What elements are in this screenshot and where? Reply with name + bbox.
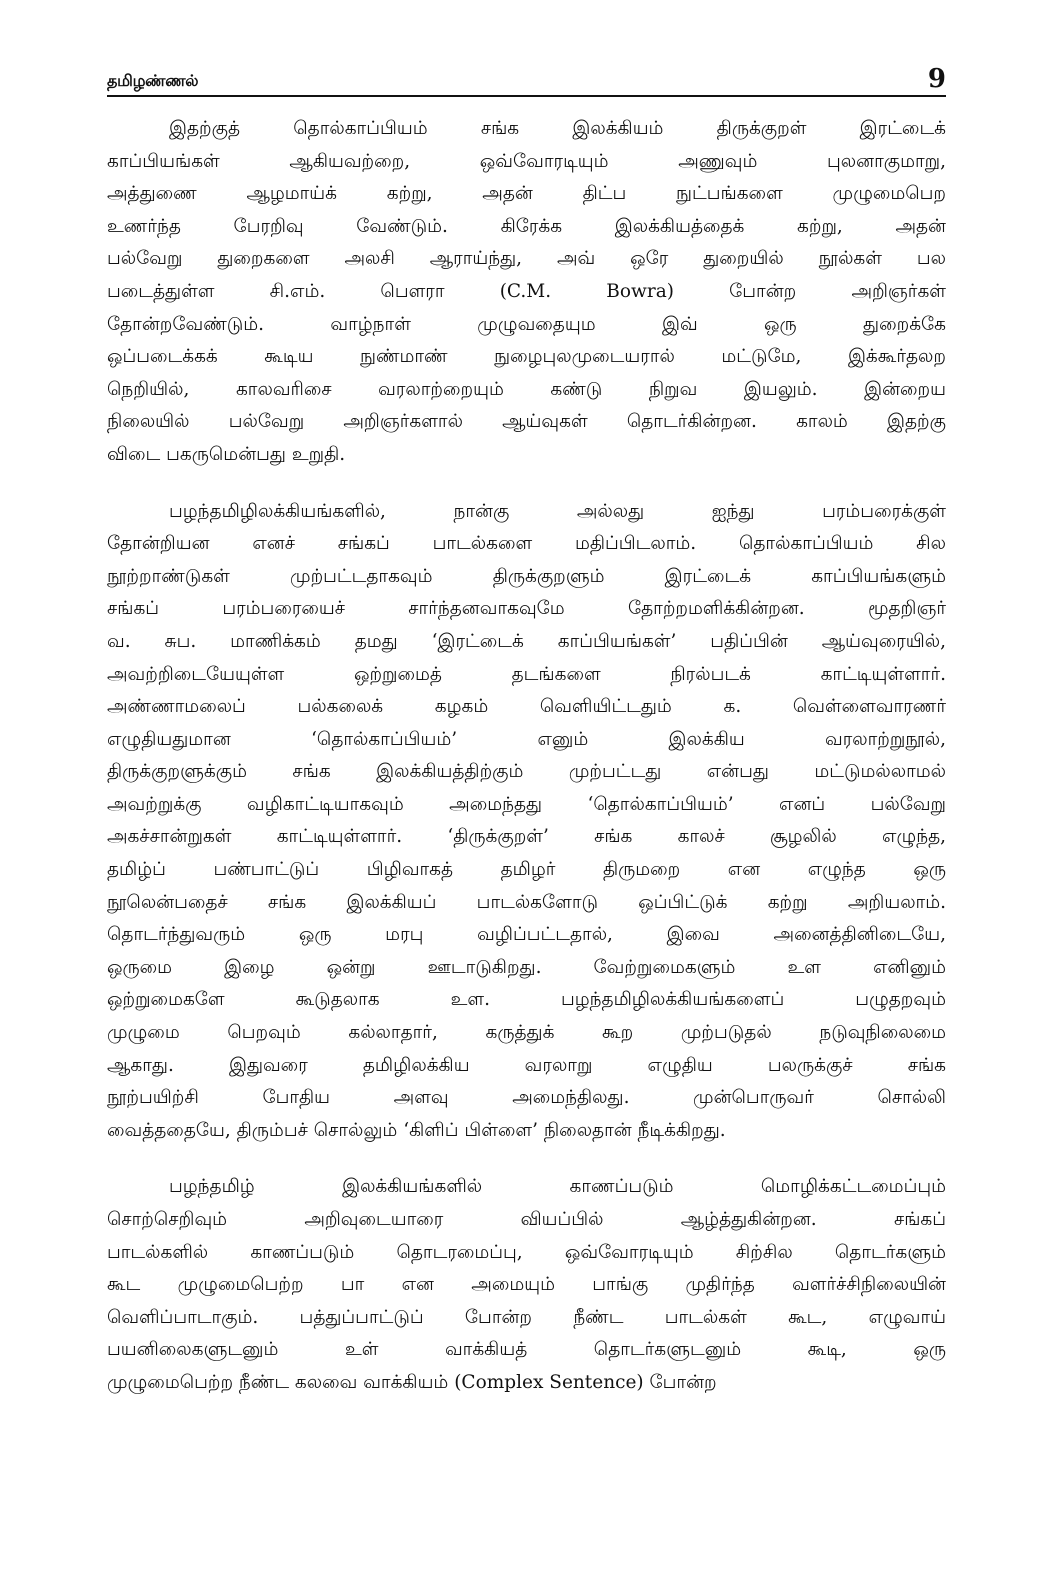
text-line: அண்ணாமலைப் பல்கலைக் கழகம் வெளியிட்டதும் க. வெள்ளைவாரணர் — [107, 696, 946, 718]
text-line: பழந்தமிழிலக்கியங்களில், நான்கு அல்லது ஐந்து பரம்பரைக்குள் — [169, 500, 946, 522]
text-line: முழுமை பெறவும் கல்லாதார், கருத்துக் கூற முற்படுதல் நடுவுநிலைமை — [107, 1022, 946, 1044]
text-line: சங்கப் பரம்பரையைச் சார்ந்தனவாகவுமே தோற்றமளிக்கின்றன. மூதறிஞர் — [107, 598, 946, 620]
text-line: ஒப்படைக்கக் கூடிய நுண்மாண் நுழைபுலமுடையரால் மட்டுமே, இக்கூர்தலற — [107, 346, 946, 368]
text-line: பயனிலைகளுடனும் உள் வாக்கியத் தொடர்களுடனும் கூடி, ஒரு — [107, 1339, 946, 1361]
text-line: விடை பகருமென்பது உறுதி. — [107, 443, 346, 465]
text-line: வைத்ததையே, திரும்பச் சொல்லும் ‘கிளிப் பிள்ளை’ நிலைதான் நீடிக்கிறது. — [107, 1119, 726, 1141]
text-line: கூட முழுமைபெற்ற பா என அமையும் பாங்கு முதிர்ந்த வளர்ச்சிநிலையின் — [107, 1274, 946, 1296]
running-head: தமிழண்ணல் — [107, 71, 199, 90]
text-line: எழுதியதுமான ‘தொல்காப்பியம்’ எனும் இலக்கிய வரலாற்றுநூல், — [107, 728, 946, 750]
text-line: பழந்தமிழ் இலக்கியங்களில் காணப்படும் மொழிக்கட்டமைப்பும் — [169, 1176, 946, 1198]
text-line: முழுமைபெற்ற நீண்ட கலவை வாக்கியம் (Complex Sentence) போன்ற — [107, 1371, 717, 1393]
text-line: பாடல்களில் காணப்படும் தொடரமைப்பு, ஒவ்வோரடியும் சிற்சில தொடர்களும் — [107, 1241, 946, 1263]
text-line: தமிழ்ப் பண்பாட்டுப் பிழிவாகத் தமிழர் திருமறை என எழுந்த ஒரு — [107, 859, 946, 881]
text-line: நெறியில், காலவரிசை வரலாற்றையும் கண்டு நிறுவ இயலும். இன்றைய — [107, 378, 946, 400]
paragraph — [107, 496, 946, 1148]
text-line: படைத்துள்ள சி.எம். பௌரா (C.M. Bowra) போன்ற அறிஞர்கள் — [107, 280, 946, 302]
text-line: அவற்றிடையேயுள்ள ஒற்றுமைத் தடங்களை நிரல்படக் காட்டியுள்ளார். — [107, 663, 946, 685]
text-line: அத்துணை ஆழமாய்க் கற்று, அதன் திட்ப நுட்பங்களை முழுமைபெற — [107, 183, 946, 205]
text-line: நூற்றாண்டுகள் முற்பட்டதாகவும் திருக்குறளும் இரட்டைக் காப்பியங்களும் — [107, 565, 946, 587]
page-number: 9 — [927, 64, 946, 94]
text-line: ஒற்றுமைகளே கூடுதலாக உள. பழந்தமிழிலக்கியங்களைப் பழுதறவும் — [107, 989, 946, 1011]
page-header — [107, 66, 946, 97]
text-line: நிலையில் பல்வேறு அறிஞர்களால் ஆய்வுகள் தொடர்கின்றன. காலம் இதற்கு — [107, 411, 946, 433]
text-line: திருக்குறளுக்கும் சங்க இலக்கியத்திற்கும் முற்பட்டது என்பது மட்டுமல்லாமல் — [107, 761, 946, 783]
text-line: உணர்ந்த பேரறிவு வேண்டும். கிரேக்க இலக்கியத்தைக் கற்று, அதன் — [107, 215, 946, 237]
text-line: ஆகாது. இதுவரை தமிழிலக்கிய வரலாறு எழுதிய பலருக்குச் சங்க — [107, 1054, 946, 1076]
text-line: தோன்றியன எனச் சங்கப் பாடல்களை மதிப்பிடலாம். தொல்காப்பியம் சில — [107, 533, 946, 555]
text-line: நூற்பயிற்சி போதிய அளவு அமைந்திலது. முன்பொருவர் சொல்லி — [107, 1087, 946, 1109]
text-line: காப்பியங்கள் ஆகியவற்றை, ஒவ்வோரடியும் அணுவும் புலனாகுமாறு, — [107, 150, 946, 172]
text-line: சொற்செறிவும் அறிவுடையாரை வியப்பில் ஆழ்த்துகின்றன. சங்கப் — [107, 1209, 946, 1230]
text-line: வெளிப்பாடாகும். பத்துப்பாட்டுப் போன்ற நீண்ட பாடல்கள் கூட, எழுவாய் — [107, 1306, 946, 1328]
text-line: தோன்றவேண்டும். வாழ்நாள் முழுவதையும இவ் ஒரு துறைக்கே — [107, 313, 946, 335]
paragraph — [107, 113, 946, 472]
paragraph — [107, 1171, 946, 1399]
text-line: அகச்சான்றுகள் காட்டியுள்ளார். ‘திருக்குறள்’ சங்க காலச் சூழலில் எழுந்த, — [107, 826, 946, 848]
text-line: வ. சுப. மாணிக்கம் தமது ‘இரட்டைக் காப்பியங்கள்’ பதிப்பின் ஆய்வுரையில், — [107, 630, 946, 652]
body-text — [107, 113, 946, 1400]
text-line: ஒருமை இழை ஒன்று ஊடாடுகிறது. வேற்றுமைகளும் உள எனினும் — [107, 956, 946, 978]
text-line: இதற்குத் தொல்காப்பியம் சங்க இலக்கியம் திருக்குறள் இரட்டைக் — [169, 118, 946, 139]
text-line: பல்வேறு துறைகளை அலசி ஆராய்ந்து, அவ் ஒரே துறையில் நூல்கள் பல — [107, 248, 946, 270]
text-line: நூலென்பதைச் சங்க இலக்கியப் பாடல்களோடு ஒப்பிட்டுக் கற்று அறியலாம். — [107, 891, 946, 913]
text-line: அவற்றுக்கு வழிகாட்டியாகவும் அமைந்தது ‘தொல்காப்பியம்’ எனப் பல்வேறு — [107, 793, 946, 815]
text-line: தொடர்ந்துவரும் ஒரு மரபு வழிப்பட்டதால், இவை அனைத்தினிடையே, — [107, 924, 946, 946]
